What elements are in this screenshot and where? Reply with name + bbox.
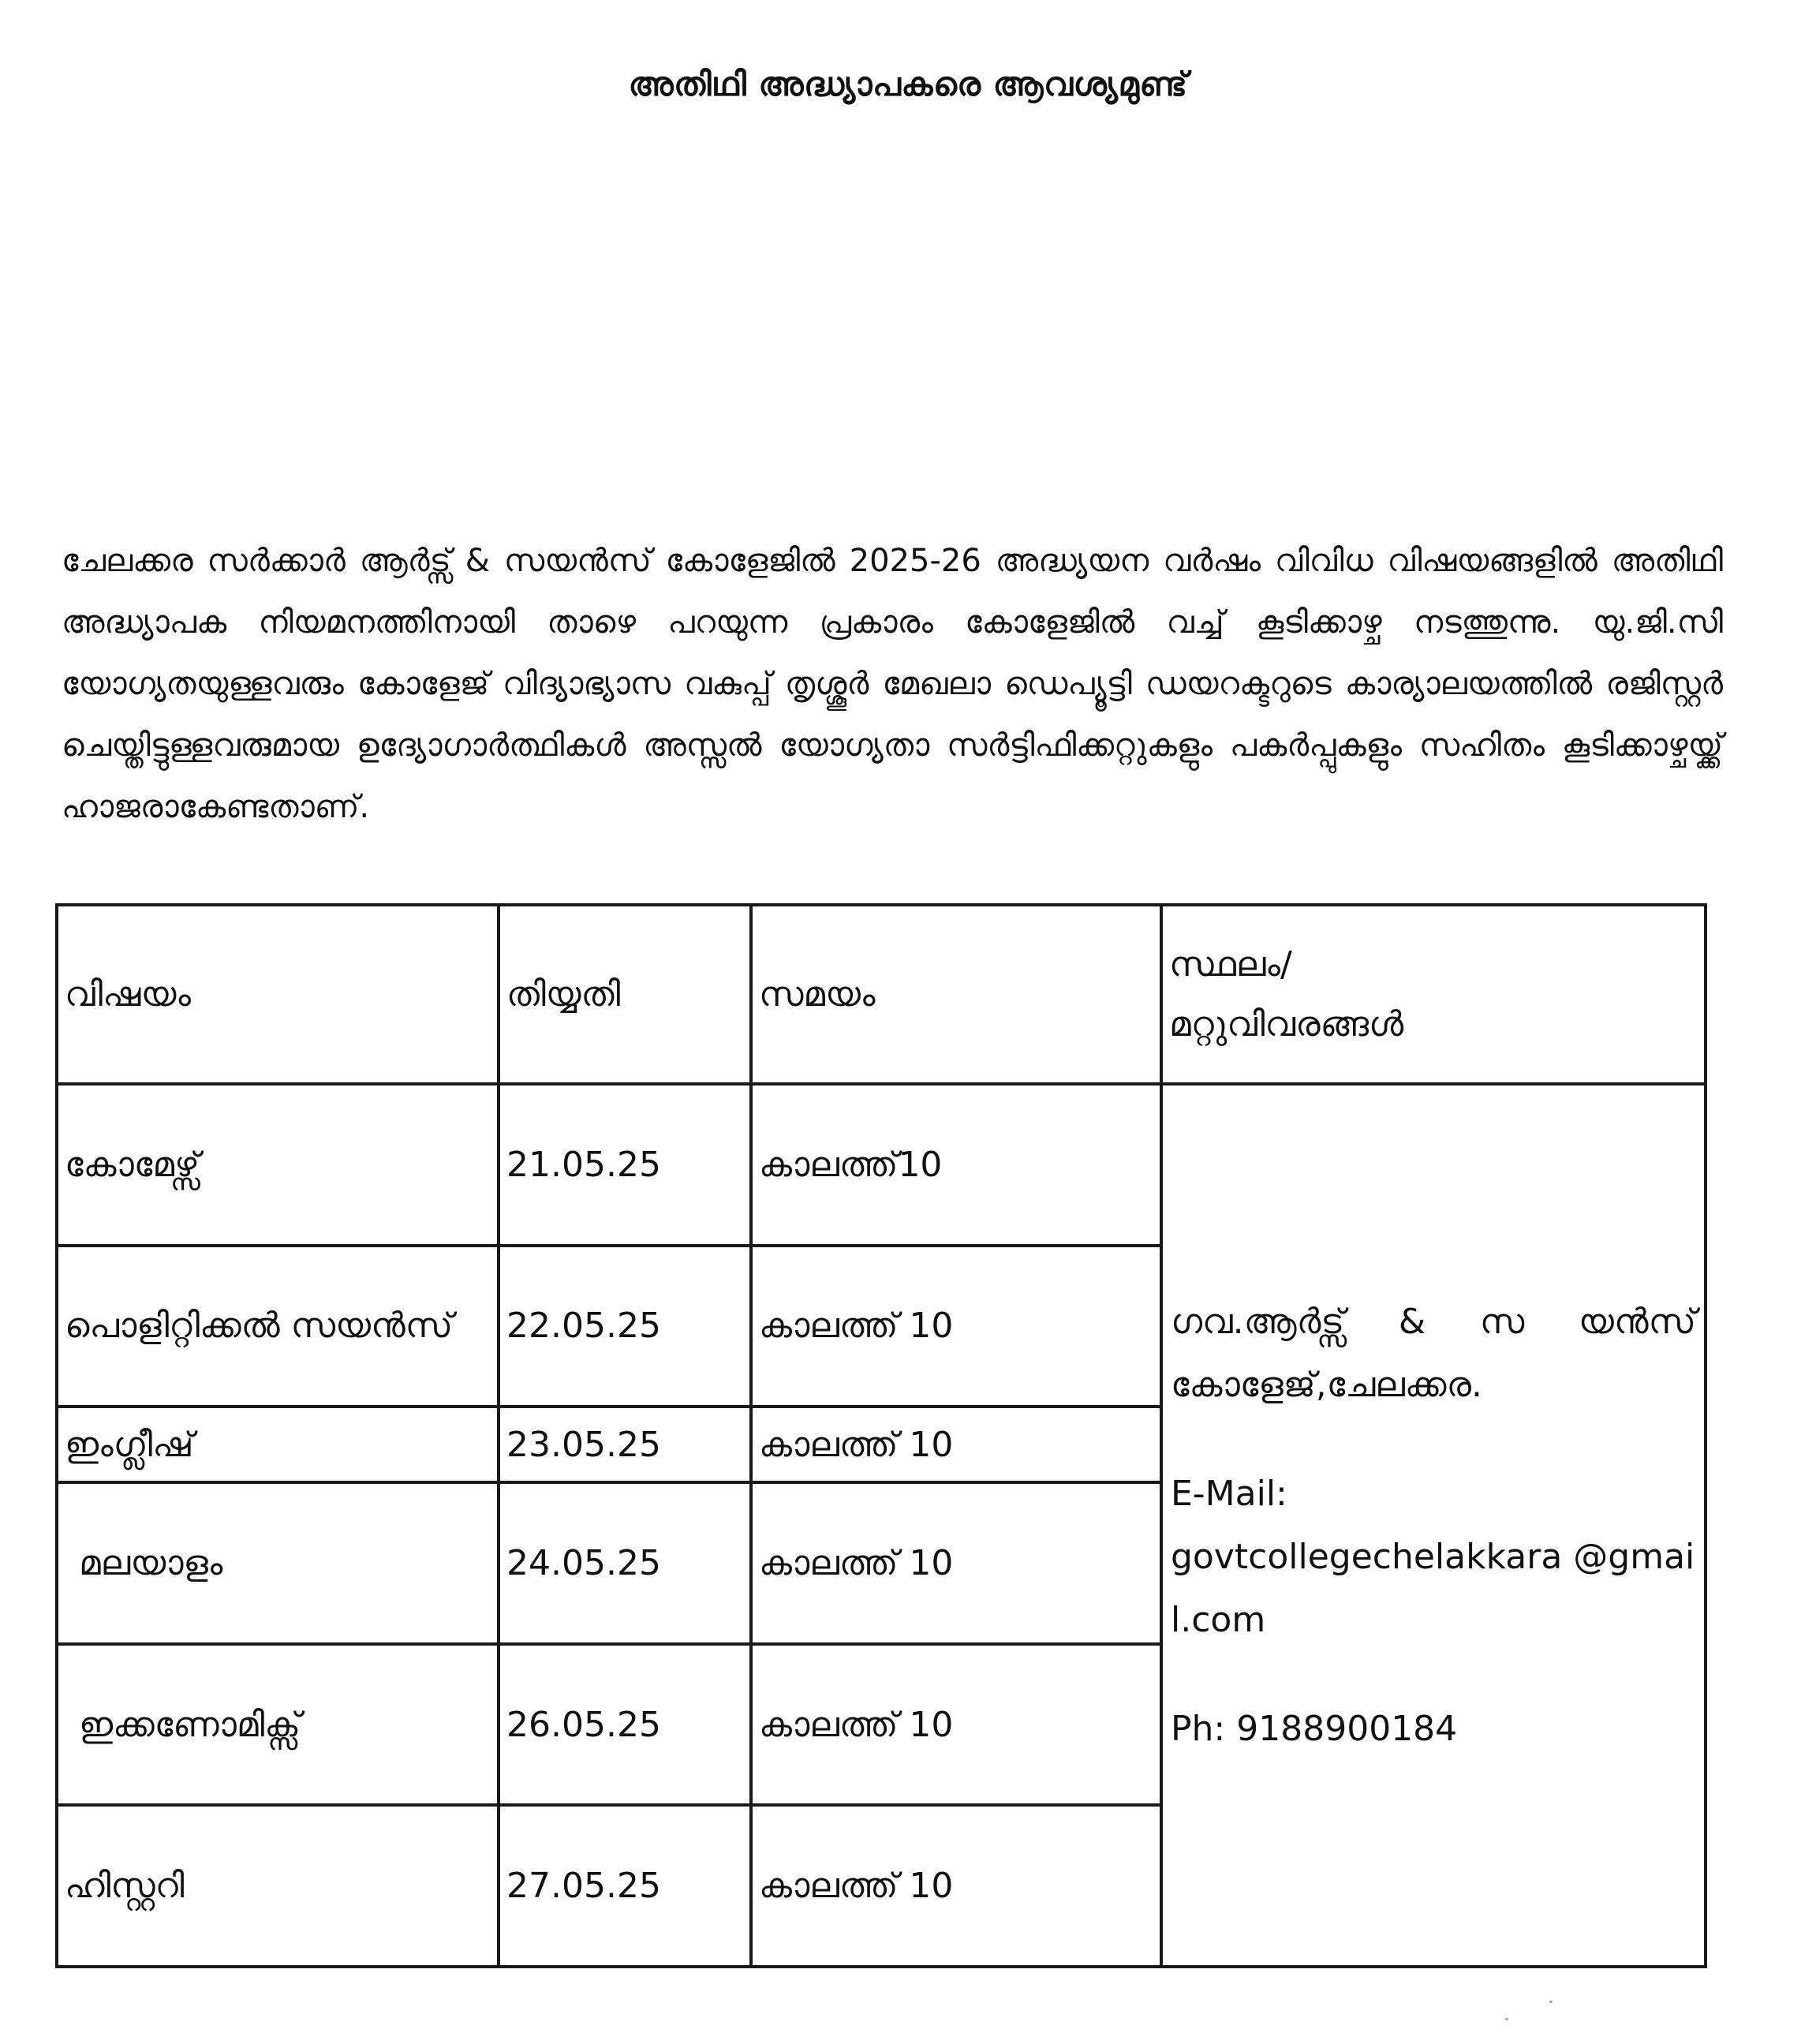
date-cell: 26.05.25 (499, 1644, 751, 1806)
scan-speck (1549, 2001, 1553, 2003)
email-label: E-Mail: (1171, 1473, 1287, 1514)
time-cell: കാലത്ത് 10 (751, 1407, 1161, 1482)
header-place-line2: മറ്റുവിവരങ്ങൾ (1169, 1003, 1404, 1044)
header-time: സമയം (751, 905, 1161, 1084)
interview-schedule-table (55, 903, 1707, 1968)
date-cell: 23.05.25 (499, 1407, 751, 1482)
subject-cell: കോമേഴ്സ് (57, 1084, 499, 1246)
time-cell: കാലത്ത് 10 (751, 1246, 1161, 1407)
time-cell: കാലത്ത് 10 (751, 1644, 1161, 1806)
header-place (1161, 905, 1706, 1084)
subject-text: മലയാളം (79, 1543, 223, 1584)
header-subject: വിഷയം (57, 905, 499, 1084)
header-place-line1: സ്ഥലം/ (1169, 944, 1292, 985)
date-cell: 22.05.25 (499, 1246, 751, 1407)
time-cell: കാലത്ത്10 (751, 1084, 1161, 1246)
header-date: തിയ്യതി (499, 905, 751, 1084)
time-cell: കാലത്ത് 10 (751, 1805, 1161, 1967)
email-address: govtcollegechelakkara @gmail.com (1171, 1536, 1695, 1640)
table-header-row (57, 905, 1706, 1084)
subject-cell: ഹിസ്റ്ററി (57, 1805, 499, 1967)
date-cell: 21.05.25 (499, 1084, 751, 1246)
date-cell: 24.05.25 (499, 1482, 751, 1644)
college-address: ഗവ.ആർട്സ് & സ യൻസ് കോളേജ്,ചേലക്കര. (1171, 1301, 1696, 1405)
email-block (1171, 1463, 1696, 1652)
page-title: അതിഥി അദ്ധ്യാപകരെ ആവശ്യമുണ്ട് (628, 65, 1188, 103)
subject-cell: പൊളിറ്റിക്കൽ സയൻസ് (57, 1246, 499, 1407)
scan-speck (1505, 2018, 1508, 2020)
subject-cell: ഇംഗ്ലീഷ് (57, 1407, 499, 1482)
time-cell: കാലത്ത് 10 (751, 1482, 1161, 1644)
place-details-cell (1161, 1084, 1706, 1967)
subject-text: ഇക്കണോമിക്സ് (79, 1704, 301, 1745)
phone-number: Ph: 9188900184 (1171, 1708, 1458, 1749)
notice-body: ചേലക്കര സർക്കാർ ആർട്സ് & സയൻസ് കോളേജിൽ 2025-26 അദ്ധ്യയന വർഷം വിവിധ വിഷയങ്ങളിൽ അതിഥി അദ്ധ്യാപക നിയമനത്തിനായി താഴെ പറയുന്ന പ്രകാരം കോളേജിൽ വച്ച് കൂടിക്കാഴ്ച നടത്തുന്നു. യു.ജി.സി യോഗ്യതയുള്ളവരും കോളേജ് വിദ്യാഭ്യാസ വകുപ്പ് തൃശ്ശൂർ മേഖലാ ഡെപ്യൂട്ടി ഡയറക്ടറുടെ കാര്യാലയത്തിൽ രജിസ്റ്റർ ചെയ്തിട്ടുള്ളവരുമായ ഉദ്യോഗാർത്ഥികൾ അസ്സൽ യോഗ്യതാ സർട്ടിഫിക്കറ്റുകളും പകർപ്പുകളും സഹിതം കൂടിക്കാഴ്ചയ്ക്ക് ഹാജരാകേണ്ടതാണ്. (62, 543, 1723, 825)
subject-cell (57, 1482, 499, 1644)
table-row (57, 1084, 1706, 1246)
date-cell: 27.05.25 (499, 1805, 751, 1967)
subject-cell (57, 1644, 499, 1806)
